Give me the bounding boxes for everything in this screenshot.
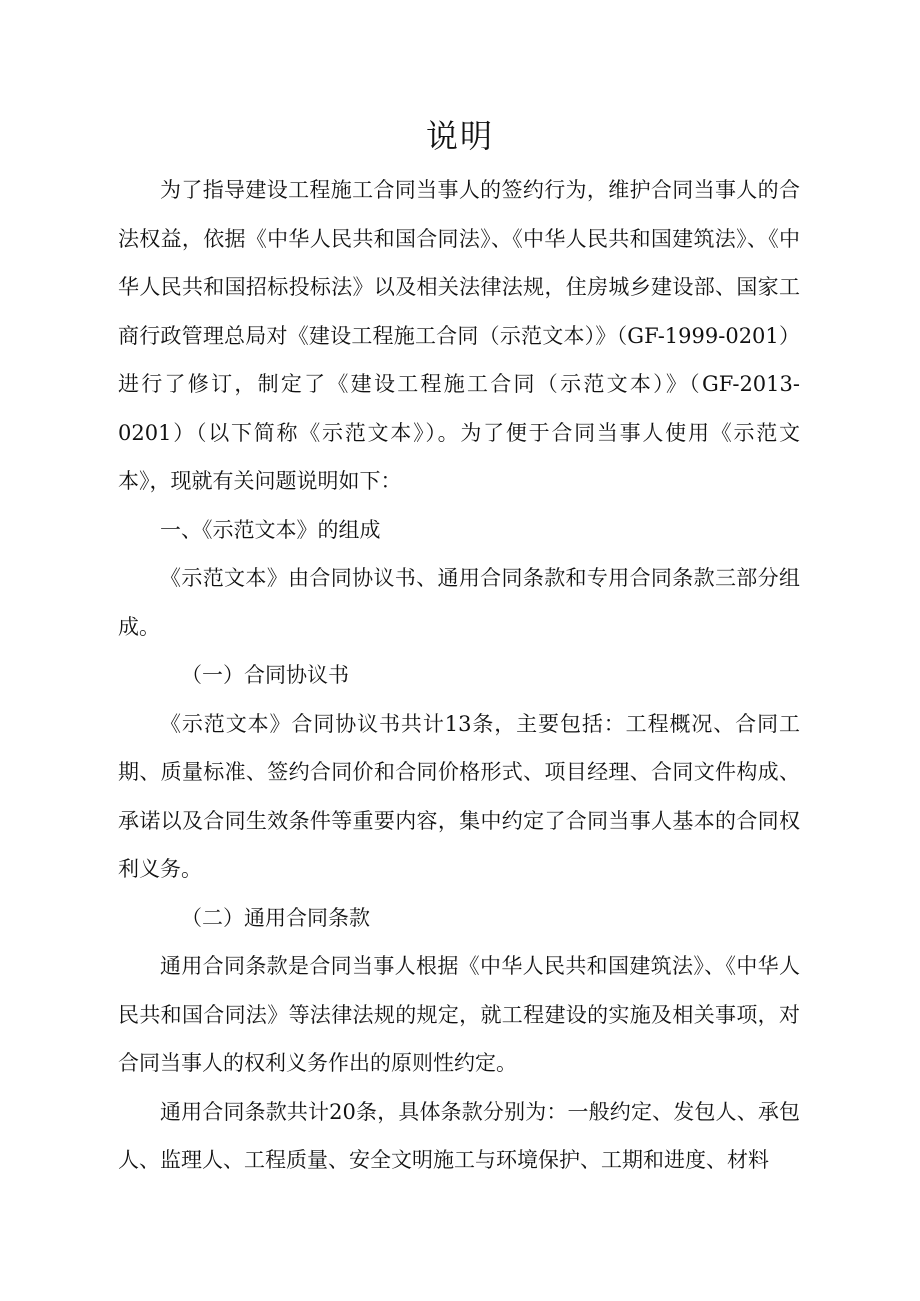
agreement-paragraph: 《示范文本》合同协议书共计13条，主要包括：工程概况、合同工期、质量标准、签约合同价和合同价格形式、项目经理、合同文件构成、承诺以及合同生效条件等重要内容，集中约定了合同当事人基本的合同权利义务。 — [118, 711, 800, 881]
page-title: 说明 — [425, 117, 494, 155]
document-body — [118, 166, 800, 1185]
composition-paragraph: 《示范文本》由合同协议书、通用合同条款和专用合同条款三部分组成。 — [118, 566, 800, 639]
general-terms-paragraph-1: 通用合同条款是合同当事人根据《中华人民共和国建筑法》、《中华人民共和国合同法》等法律法规的规定，就工程建设的实施及相关事项，对合同当事人的权利义务作出的原则性约定。 — [118, 954, 800, 1075]
subsection-heading-general-terms: （二）通用合同条款 — [181, 905, 370, 930]
intro-paragraph: 为了指导建设工程施工合同当事人的签约行为，维护合同当事人的合法权益，依据《中华人民共和国合同法》、《中华人民共和国建筑法》、《中华人民共和国招标投标法》以及相关法律法规，住房城乡建设部、国家工商行政管理总局对《建设工程施工合同（示范文本）》（GF-1999-0201）进行了修订，制定了《建设工程施工合同（示范文本）》（GF-2013-0201）（以下简称《示范文本》）。为了便于合同当事人使用《示范文本》，现就有关问题说明如下： — [118, 178, 800, 493]
subsection-heading-agreement: （一）合同协议书 — [181, 663, 349, 687]
general-terms-paragraph-2: 通用合同条款共计20条，具体条款分别为：一般约定、发包人、承包人、监理人、工程质量、安全文明施工与环境保护、工期和进度、材料 — [118, 1099, 800, 1172]
section-heading-composition: 一、《示范文本》的组成 — [160, 517, 381, 542]
